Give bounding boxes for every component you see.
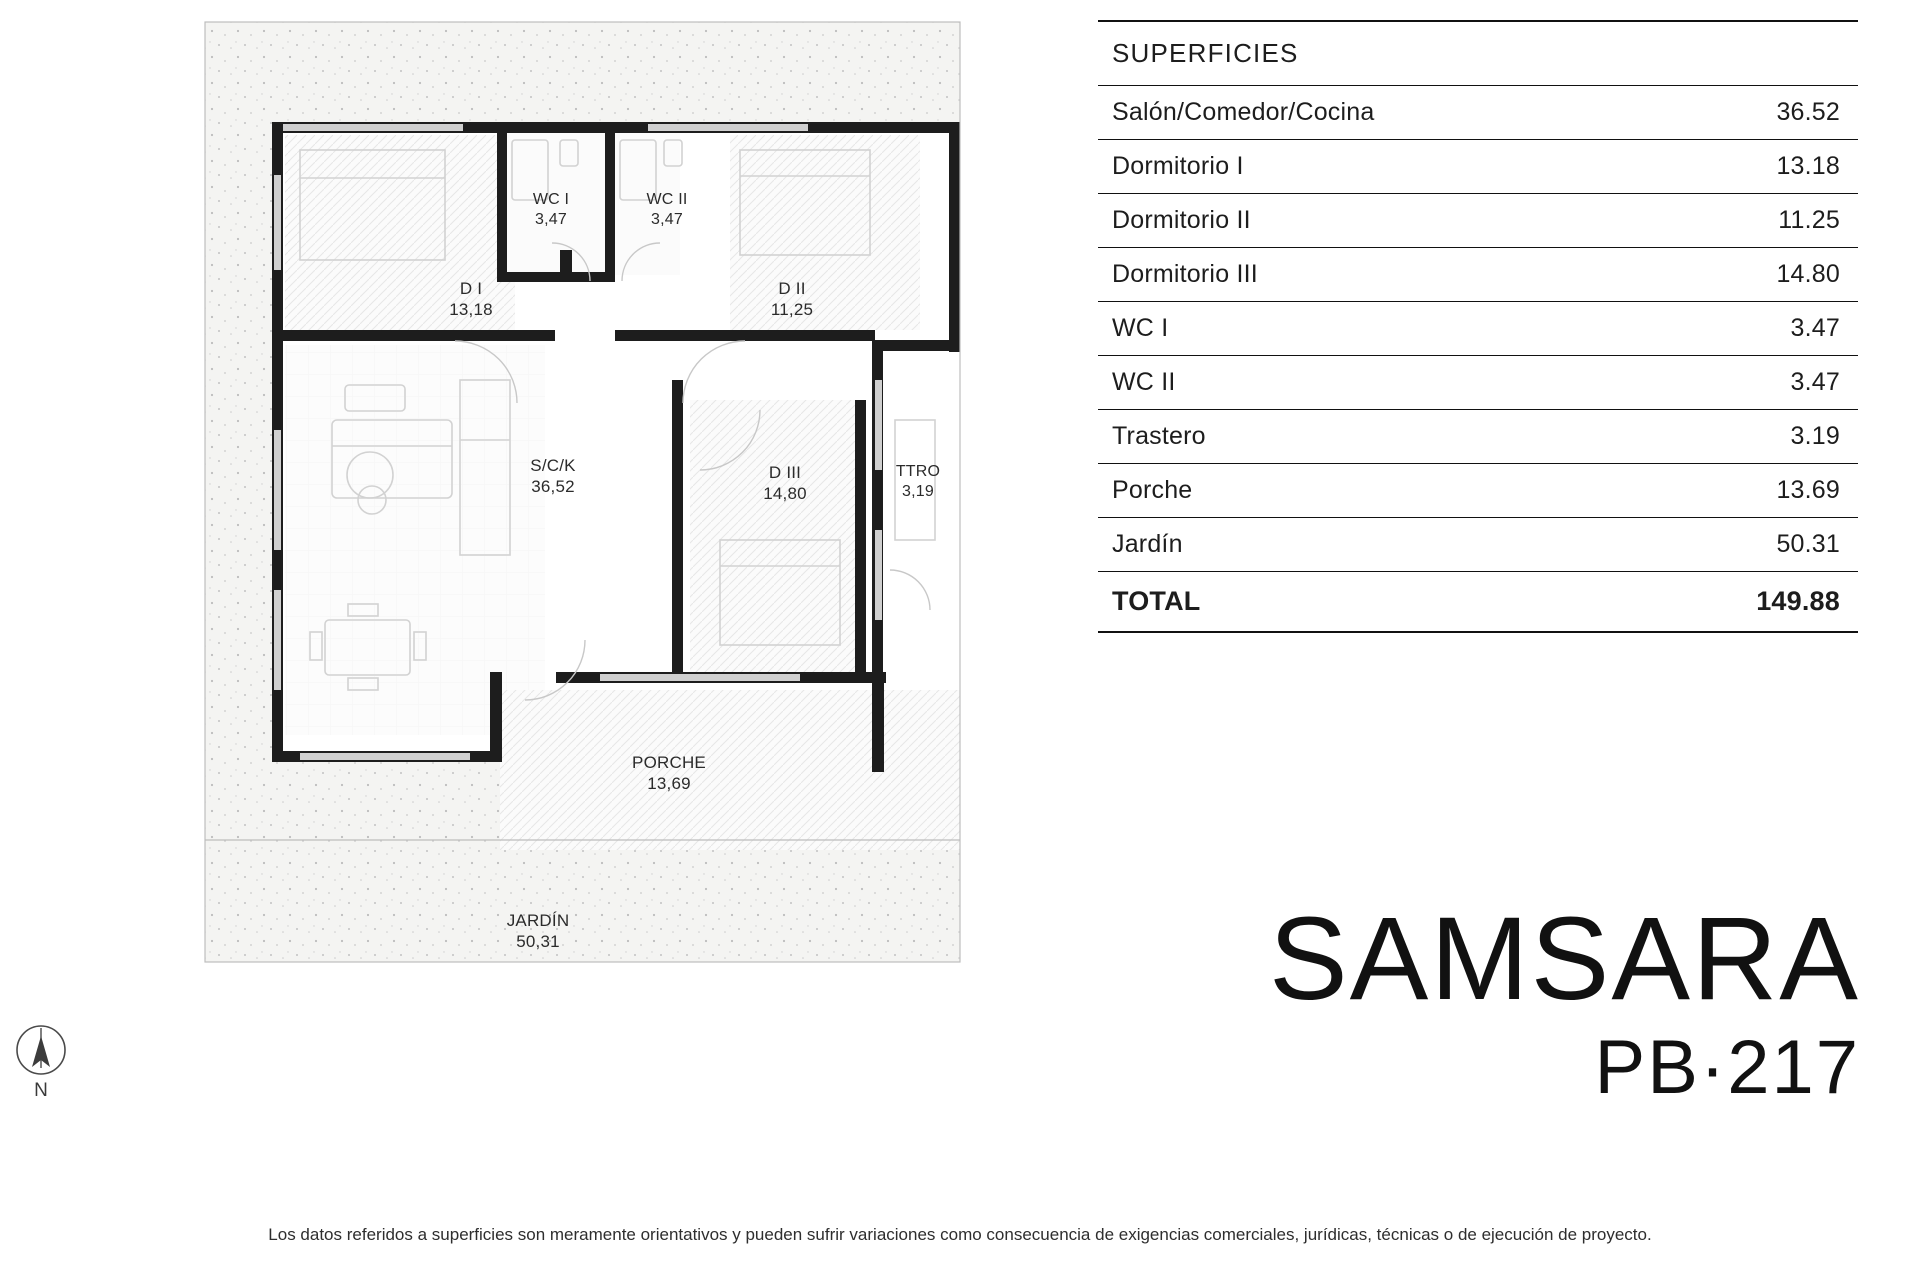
table-header-row <box>1098 21 1858 86</box>
row-label: Porche <box>1098 464 1637 518</box>
room-area: 50,31 <box>516 932 560 952</box>
table-row <box>1098 410 1858 464</box>
room-label-wc-2 <box>647 190 688 230</box>
table-total-row <box>1098 572 1858 633</box>
room-name: WC II <box>646 191 688 208</box>
row-value: 13.69 <box>1637 464 1858 518</box>
room-label-salon <box>530 455 575 498</box>
table-row <box>1098 464 1858 518</box>
table-row <box>1098 86 1858 140</box>
room-area: 14,80 <box>763 484 807 504</box>
room-area: 13,18 <box>449 300 493 320</box>
table-row <box>1098 140 1858 194</box>
room-name: D I <box>459 279 483 298</box>
room-label-dorm-1 <box>449 278 493 321</box>
garden-area <box>205 840 960 962</box>
row-value: 13.18 <box>1637 140 1858 194</box>
disclaimer-text: Los datos referidos a superficies son meramente orientativos y pueden sufrir variaciones como consecuencia de exigencias comerciales, jurídicas, técnicas o de ejecución de proyecto. <box>268 1225 1652 1244</box>
brand-name: SAMSARA <box>1268 893 1860 1025</box>
row-label: WC II <box>1098 356 1637 410</box>
room-area: 3,19 <box>902 483 934 500</box>
room-label-trastero <box>896 462 940 502</box>
room-name: D III <box>768 463 802 482</box>
total-label: TOTAL <box>1098 572 1637 633</box>
room-name: S/C/K <box>530 456 576 475</box>
table-row <box>1098 356 1858 410</box>
room-name: PORCHE <box>632 753 706 772</box>
row-value: 14.80 <box>1637 248 1858 302</box>
room-name: TTRO <box>895 463 941 480</box>
row-value: 3.47 <box>1637 356 1858 410</box>
room-area: 11,25 <box>770 300 814 320</box>
floor-plan-drawing <box>0 0 1060 1030</box>
room-area: 3,47 <box>651 211 683 228</box>
porch-area <box>500 690 960 850</box>
row-label: Trastero <box>1098 410 1637 464</box>
compass-north-icon <box>10 1022 82 1082</box>
table-row <box>1098 248 1858 302</box>
floor-plan-svg <box>0 0 1060 1030</box>
surfaces-table <box>1098 20 1858 633</box>
row-label: Dormitorio II <box>1098 194 1637 248</box>
room-area: 36,52 <box>531 477 575 497</box>
brand-block <box>1080 893 1860 1110</box>
table-row <box>1098 302 1858 356</box>
row-value: 50.31 <box>1637 518 1858 572</box>
table-row <box>1098 194 1858 248</box>
row-label: Jardín <box>1098 518 1637 572</box>
total-value: 149.88 <box>1637 572 1858 633</box>
brand-code: PB·217 <box>1594 1025 1860 1110</box>
room-area: 3,47 <box>535 211 567 228</box>
room-name: JARDÍN <box>506 911 570 930</box>
row-label: Dormitorio III <box>1098 248 1637 302</box>
row-label: Salón/Comedor/Cocina <box>1098 86 1637 140</box>
row-value: 11.25 <box>1637 194 1858 248</box>
surfaces-table-wrapper <box>1098 20 1858 633</box>
room-label-porche <box>632 752 706 795</box>
table-title: SUPERFICIES <box>1098 21 1637 86</box>
room-label-wc-1 <box>533 190 569 230</box>
row-label: Dormitorio I <box>1098 140 1637 194</box>
row-label: WC I <box>1098 302 1637 356</box>
room-label-dorm-2 <box>771 278 813 321</box>
row-value: 36.52 <box>1637 86 1858 140</box>
room-label-dorm-3 <box>763 462 807 505</box>
compass <box>10 1022 90 1112</box>
row-value: 3.19 <box>1637 410 1858 464</box>
compass-north-label: N <box>34 1080 48 1101</box>
row-value: 3.47 <box>1637 302 1858 356</box>
room-label-jardin <box>507 910 570 953</box>
table-row <box>1098 518 1858 572</box>
table-title-value <box>1637 21 1858 86</box>
room-name: WC I <box>532 191 570 208</box>
room-area: 13,69 <box>647 774 691 794</box>
room-name: D II <box>778 279 806 298</box>
